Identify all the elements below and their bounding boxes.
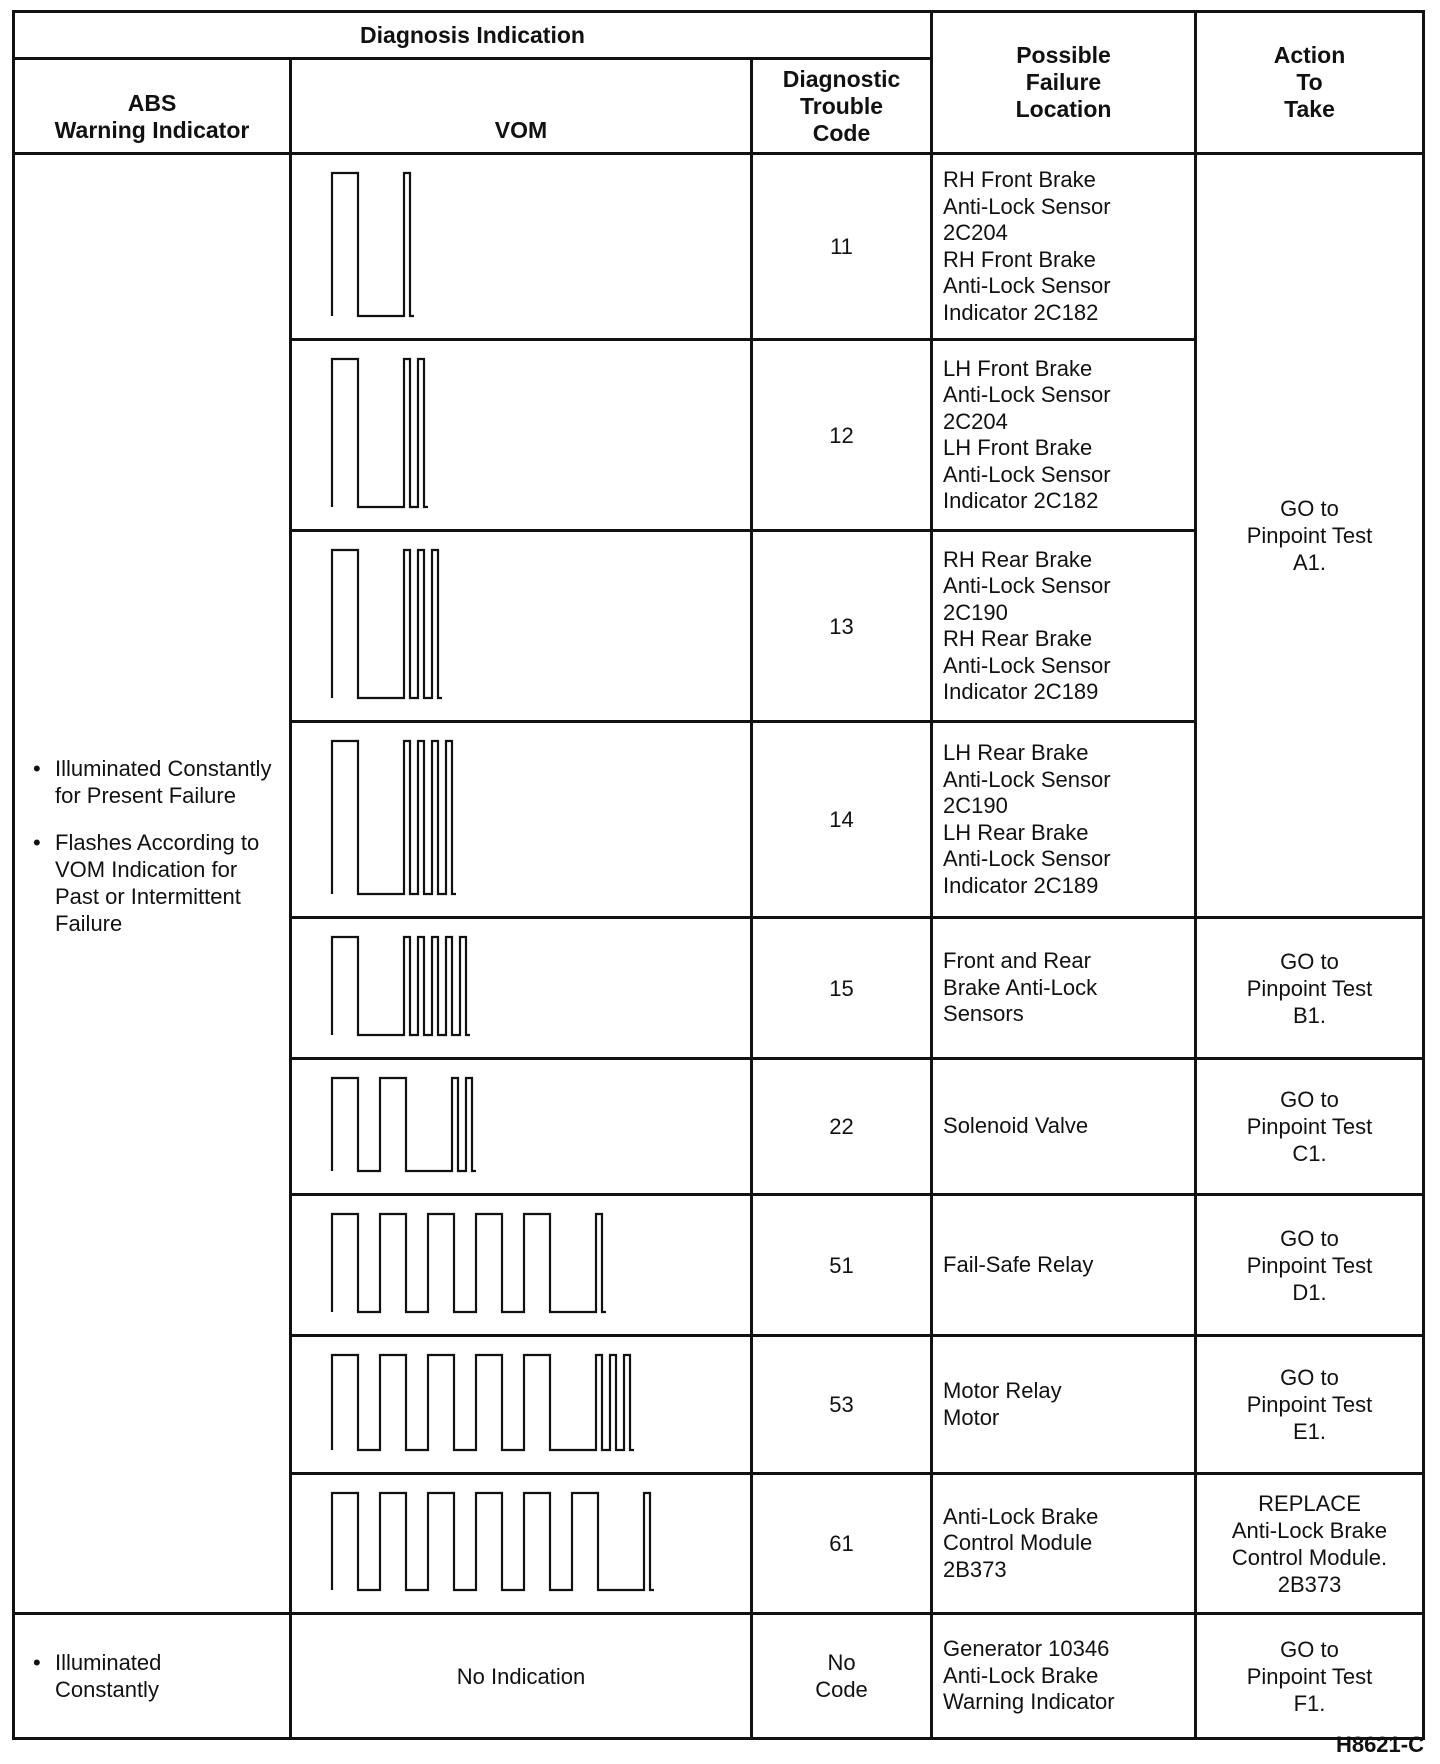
failure-location-cell: Generator 10346 Anti-Lock Brake Warning Indicator [932, 1614, 1196, 1739]
diagnosis-table [12, 10, 1425, 1740]
dtc-cell: 11 [752, 154, 932, 340]
dtc-cell: 22 [752, 1059, 932, 1195]
vom-waveform [292, 723, 753, 916]
vom-waveform [292, 1196, 753, 1334]
vom-waveform-cell [291, 154, 752, 340]
abs-warning-cell [14, 1614, 291, 1739]
abs-warning-header: ABS Warning Indicator [14, 59, 291, 154]
pulse-train [332, 1355, 634, 1450]
failure-location-cell: RH Rear Brake Anti-Lock Sensor 2C190 RH Rear Brake Anti-Lock Sensor Indicator 2C189 [932, 531, 1196, 722]
vom-waveform [292, 155, 753, 338]
vom-cell: No Indication [291, 1614, 752, 1739]
action-cell: REPLACE Anti-Lock Brake Control Module. 2B373 [1196, 1474, 1424, 1614]
failure-location-header: Possible Failure Location [932, 12, 1196, 154]
diagnosis-indication-header: Diagnosis Indication [14, 12, 932, 59]
action-cell: GO to Pinpoint Test D1. [1196, 1195, 1424, 1336]
vom-waveform [292, 532, 753, 720]
failure-location-cell: LH Front Brake Anti-Lock Sensor 2C204 LH Front Brake Anti-Lock Sensor Indicator 2C182 [932, 340, 1196, 531]
dtc-cell: 51 [752, 1195, 932, 1336]
dtc-cell: 61 [752, 1474, 932, 1614]
vom-waveform-cell [291, 531, 752, 722]
vom-waveform-cell [291, 722, 752, 918]
vom-waveform-cell [291, 1474, 752, 1614]
action-cell: GO to Pinpoint Test C1. [1196, 1059, 1424, 1195]
vom-waveform-cell [291, 1195, 752, 1336]
failure-location-cell: Front and Rear Brake Anti-Lock Sensors [932, 918, 1196, 1059]
pulse-train [332, 1214, 606, 1312]
failure-location-cell: Motor Relay Motor [932, 1336, 1196, 1474]
failure-location-cell: Anti-Lock Brake Control Module 2B373 [932, 1474, 1196, 1614]
vom-waveform [292, 919, 753, 1057]
vom-waveform [292, 1337, 753, 1472]
abs-warning-cell [14, 154, 291, 1614]
pulse-train [332, 1493, 654, 1590]
table-row [14, 154, 1424, 340]
pulse-train [332, 937, 470, 1035]
dtc-header: Diagnostic Trouble Code [752, 59, 932, 154]
dtc-cell: 15 [752, 918, 932, 1059]
pulse-train [332, 359, 428, 507]
action-cell: GO to Pinpoint Test A1. [1196, 154, 1424, 918]
vom-waveform-cell [291, 1336, 752, 1474]
pulse-train [332, 550, 442, 698]
figure-id: H8621-C [1335, 1732, 1424, 1757]
pulse-train [332, 1078, 476, 1171]
failure-location-cell: Solenoid Valve [932, 1059, 1196, 1195]
pulse-train [332, 173, 414, 316]
table-row [14, 1614, 1424, 1739]
failure-location-cell: RH Front Brake Anti-Lock Sensor 2C204 RH Front Brake Anti-Lock Sensor Indicator 2C182 [932, 154, 1196, 340]
action-cell: GO to Pinpoint Test F1. [1196, 1614, 1424, 1739]
vom-waveform-cell [291, 918, 752, 1059]
pulse-train [332, 741, 456, 894]
action-header: Action To Take [1196, 12, 1424, 154]
dtc-cell: No Code [752, 1614, 932, 1739]
warning-bullet: • Flashes According to VOM Indication for Past or Intermittent Failure [33, 830, 260, 936]
vom-waveform-cell [291, 1059, 752, 1195]
vom-waveform [292, 1475, 753, 1612]
dtc-cell: 53 [752, 1336, 932, 1474]
failure-location-cell: Fail-Safe Relay [932, 1195, 1196, 1336]
warning-bullet: • Illuminated Constantly [33, 1650, 162, 1702]
failure-location-cell: LH Rear Brake Anti-Lock Sensor 2C190 LH Rear Brake Anti-Lock Sensor Indicator 2C189 [932, 722, 1196, 918]
vom-header: VOM [291, 59, 752, 154]
dtc-cell: 13 [752, 531, 932, 722]
warning-bullet: • Illuminated Constantly for Present Failure [33, 756, 272, 808]
action-cell: GO to Pinpoint Test E1. [1196, 1336, 1424, 1474]
dtc-cell: 14 [752, 722, 932, 918]
vom-waveform [292, 341, 753, 529]
vom-waveform [292, 1060, 753, 1193]
action-cell: GO to Pinpoint Test B1. [1196, 918, 1424, 1059]
dtc-cell: 12 [752, 340, 932, 531]
vom-waveform-cell [291, 340, 752, 531]
